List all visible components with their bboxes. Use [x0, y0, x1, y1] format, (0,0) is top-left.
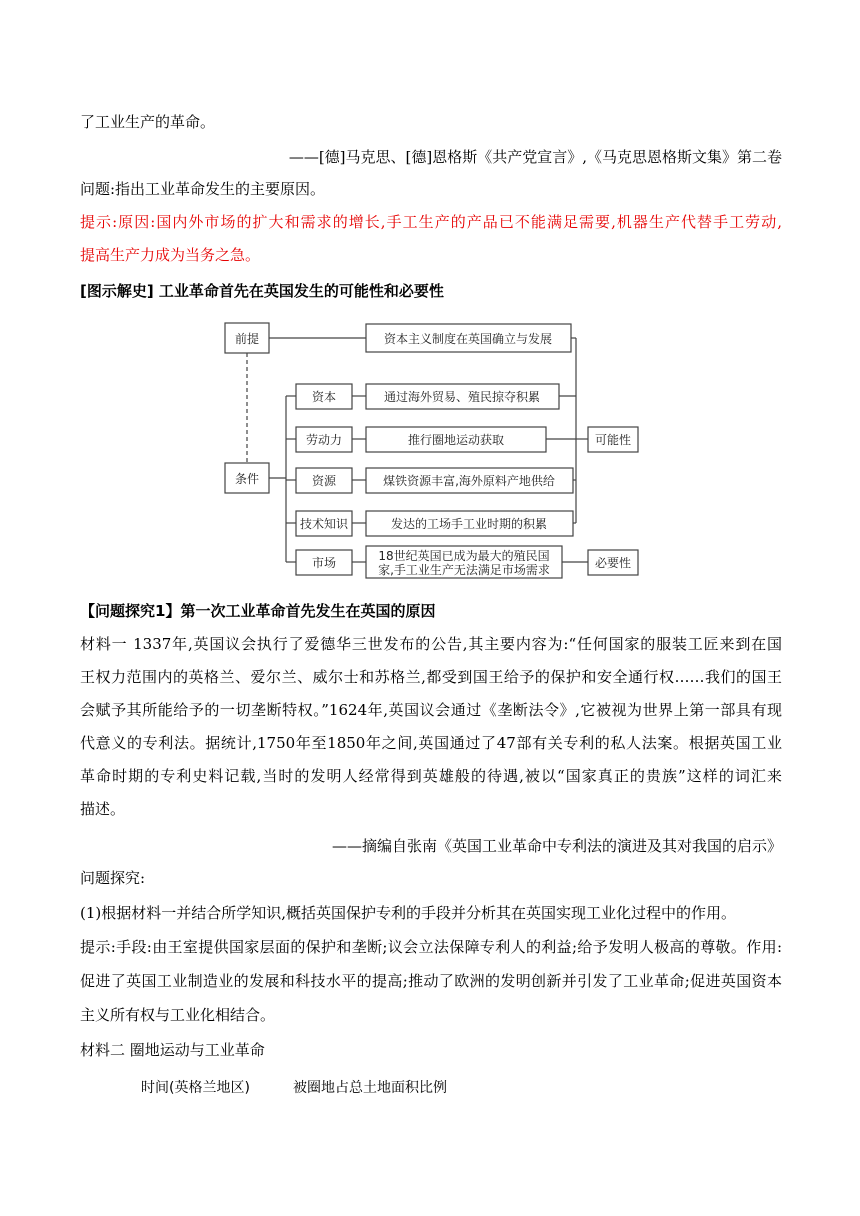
material2-title: 材料二 圈地运动与工业革命 — [80, 1041, 265, 1059]
explore-heading: 【问题探究1】第一次工业革命首先发生在英国的原因 — [80, 602, 436, 620]
row-label-labor: 劳动力 — [305, 433, 343, 447]
table-header-time: 时间(英格兰地区) — [141, 1080, 250, 1096]
material1-line: 革命时期的专利史料记载,当时的发明人经常得到英雄般的待遇,被以“国家真正的贵族”这样的词汇来 — [80, 767, 782, 785]
row-label-capital: 资本 — [311, 390, 337, 404]
row-detail-market-line1: 18世纪英国已成为最大的殖民国 — [378, 549, 550, 563]
question-text: 问题:指出工业革命发生的主要原因。 — [80, 180, 326, 198]
conditions-label: 条件 — [234, 472, 260, 486]
row-detail-resources: 煤铁资源丰富,海外原料产地供给 — [383, 474, 555, 488]
hint-line: 提示:手段:由王室提供国家层面的保护和垄断;议会立法保障专利人的利益;给予发明人极高的尊敬。作用: — [80, 938, 782, 956]
material1-line: 会赋予其所能给予的一切垄断特权。”1624年,英国议会通过《垄断法令》,它被视为世界上第一部具有现 — [80, 701, 782, 719]
industrial-revolution-diagram — [216, 318, 646, 583]
hint-line: 主义所有权与工业化相结合。 — [80, 1006, 276, 1024]
necessity-label: 必要性 — [594, 556, 632, 570]
diagram-heading: [图示解史] 工业革命首先在英国发生的可能性和必要性 — [80, 282, 444, 300]
table-header-ratio: 被圈地占总土地面积比例 — [293, 1080, 447, 1096]
paragraph-fragment: 了工业生产的革命。 — [80, 113, 216, 131]
premise-label: 前提 — [234, 332, 260, 346]
hint-text: 提示:原因:国内外市场的扩大和需求的增长,手工生产的产品已不能满足需要,机器生产代替手工劳动, — [80, 213, 782, 231]
material1-line: 材料一 1337年,英国议会执行了爱德华三世发布的公告,其主要内容为:“任何国家的服装工匠来到在国 — [80, 635, 782, 653]
row-label-resources: 资源 — [311, 474, 337, 488]
possibility-label: 可能性 — [594, 433, 632, 447]
hint-text-cont: 提高生产力成为当务之急。 — [80, 246, 261, 264]
question-text: (1)根据材料一并结合所学知识,概括英国保护专利的手段并分析其在英国实现工业化过程中的作用。 — [80, 904, 737, 922]
row-label-tech: 技术知识 — [299, 517, 349, 531]
material1-line: 代意义的专利法。据统计,1750年至1850年之间,英国通过了47部有关专利的私人法案。根据英国工业 — [80, 734, 782, 752]
material1-line: 王权力范围内的英格兰、爱尔兰、威尔士和苏格兰,都受到国王给予的保护和安全通行权……我们的国王 — [80, 668, 782, 686]
explore-label: 问题探究: — [80, 869, 146, 887]
material1-line: 描述。 — [80, 800, 126, 818]
row-label-market: 市场 — [311, 556, 337, 570]
hint-line: 促进了英国工业制造业的发展和科技水平的提高;推动了欧洲的发明创新并引发了工业革命;促进英国资本 — [80, 972, 782, 990]
row-detail-tech: 发达的工场手工业时期的积累 — [390, 517, 548, 531]
row-detail-capital: 通过海外贸易、殖民掠夺积累 — [383, 390, 541, 404]
row-detail-labor: 推行圈地运动获取 — [407, 433, 505, 447]
premise-detail: 资本主义制度在英国确立与发展 — [383, 332, 553, 346]
row-detail-market-line2: 家,手工业生产无法满足市场需求 — [378, 563, 550, 577]
material1-source: ——摘编自张南《英国工业革命中专利法的演进及其对我国的启示》 — [331, 837, 782, 855]
quote-source: ——[德]马克思、[德]恩格斯《共产党宣言》,《马克思恩格斯文集》第二卷 — [288, 148, 782, 166]
